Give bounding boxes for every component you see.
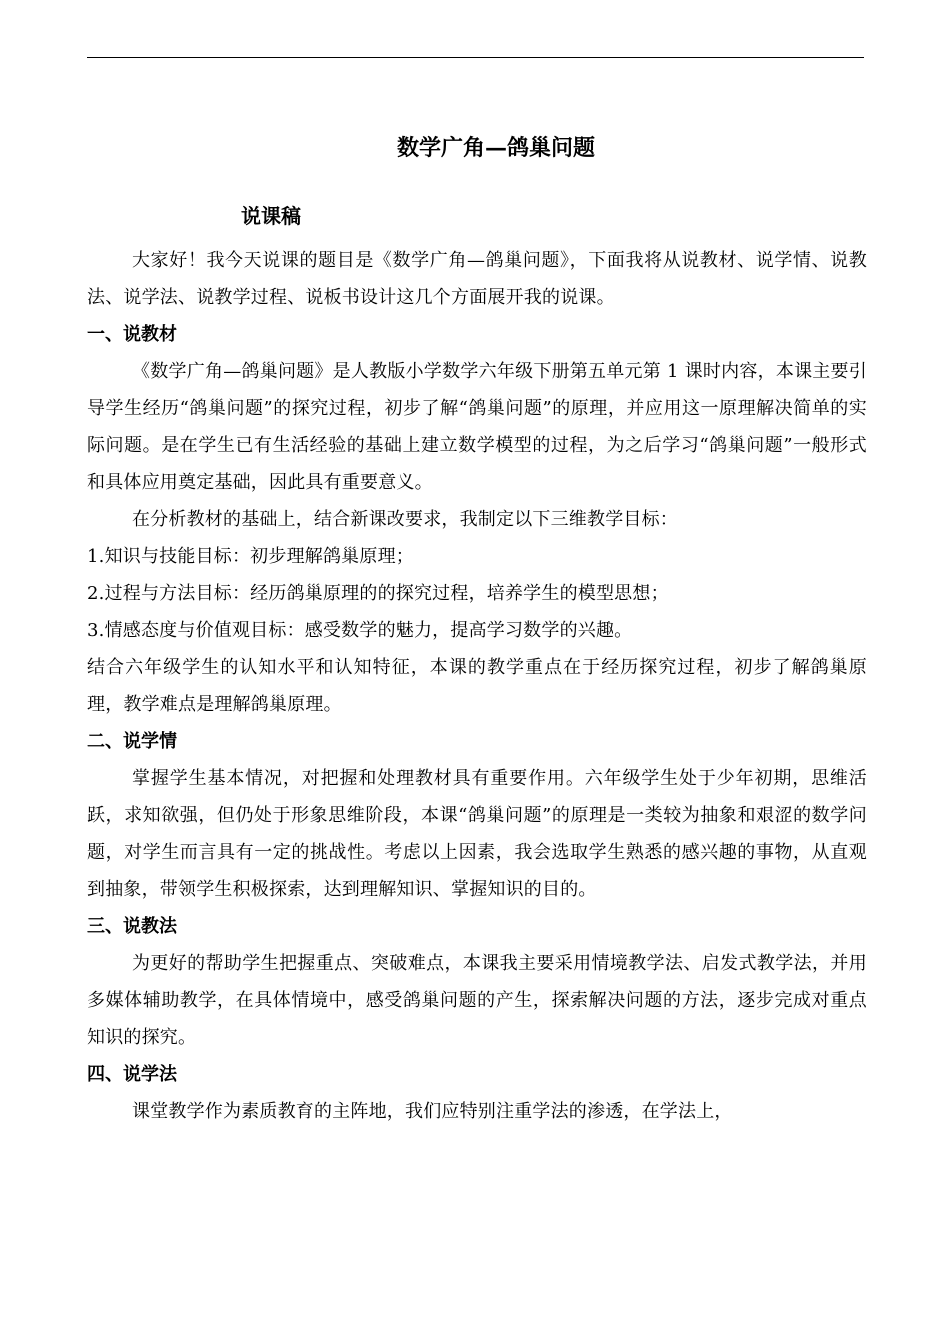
- key-points-paragraph: 结合六年级学生的认知水平和认知特征，本课的教学重点在于经历探究过程，初步了解鸽巢原理，教学难点是理解鸽巢原理。: [87, 657, 867, 715]
- goal-item: 1.知识与技能目标：初步理解鸽巢原理；: [87, 546, 414, 567]
- section-heading-students: 二、说学情: [87, 731, 177, 752]
- students-paragraph: 掌握学生基本情况，对把握和处理教材具有重要作用。六年级学生处于少年初期，思维活跃，求知欲强，但仍处于形象思维阶段，本课“鸽巢问题”的原理是一类较为抽象和艰涩的数学问题，对学生而言具有一定的挑战性。考虑以上因素，我会选取学生熟悉的感兴趣的事物，从直观到抽象，带领学生积极探索，达到理解知识、掌握知识的目的。: [87, 768, 867, 900]
- goal-item: 3.情感态度与价值观目标：感受数学的魅力，提高学习数学的兴趣。: [87, 620, 633, 641]
- intro-paragraph: 大家好！我今天说课的题目是《数学广角—鸽巢问题》，下面我将从说教材、说学情、说教法、说学法、说教学过程、说板书设计这几个方面展开我的说课。: [87, 250, 867, 308]
- teaching-methods-paragraph: 为更好的帮助学生把握重点、突破难点，本课我主要采用情境教学法、启发式教学法，并用多媒体辅助教学，在具体情境中，感受鸽巢问题的产生，探索解决问题的方法，逐步完成对重点知识的探究。: [87, 953, 867, 1048]
- goals-intro: 在分析教材的基础上，结合新课改要求，我制定以下三维教学目标：: [132, 509, 678, 530]
- document-body: [87, 128, 867, 1130]
- header-rule: [87, 57, 864, 58]
- document-subtitle: 说课稿: [241, 204, 301, 228]
- goal-item: 2.过程与方法目标：经历鸽巢原理的的探究过程，培养学生的模型思想；: [87, 583, 669, 604]
- section-heading-textbook: 一、说教材: [87, 324, 177, 345]
- section-heading-learning-methods: 四、说学法: [87, 1064, 177, 1085]
- learning-methods-paragraph: 课堂教学作为素质教育的主阵地，我们应特别注重学法的渗透，在学法上，: [132, 1101, 733, 1122]
- textbook-paragraph: 《数学广角—鸽巢问题》是人教版小学数学六年级下册第五单元第 1 课时内容，本课主要引导学生经历“鸽巢问题”的探究过程，初步了解“鸽巢问题”的原理，并应用这一原理解决简单的实际问题。是在学生已有生活经验的基础上建立数学模型的过程，为之后学习“鸽巢问题”一般形式和具体应用奠定基础，因此具有重要意义。: [87, 361, 867, 493]
- section-heading-teaching-methods: 三、说教法: [87, 916, 177, 937]
- document-title: 数学广角—鸽巢问题: [396, 135, 595, 161]
